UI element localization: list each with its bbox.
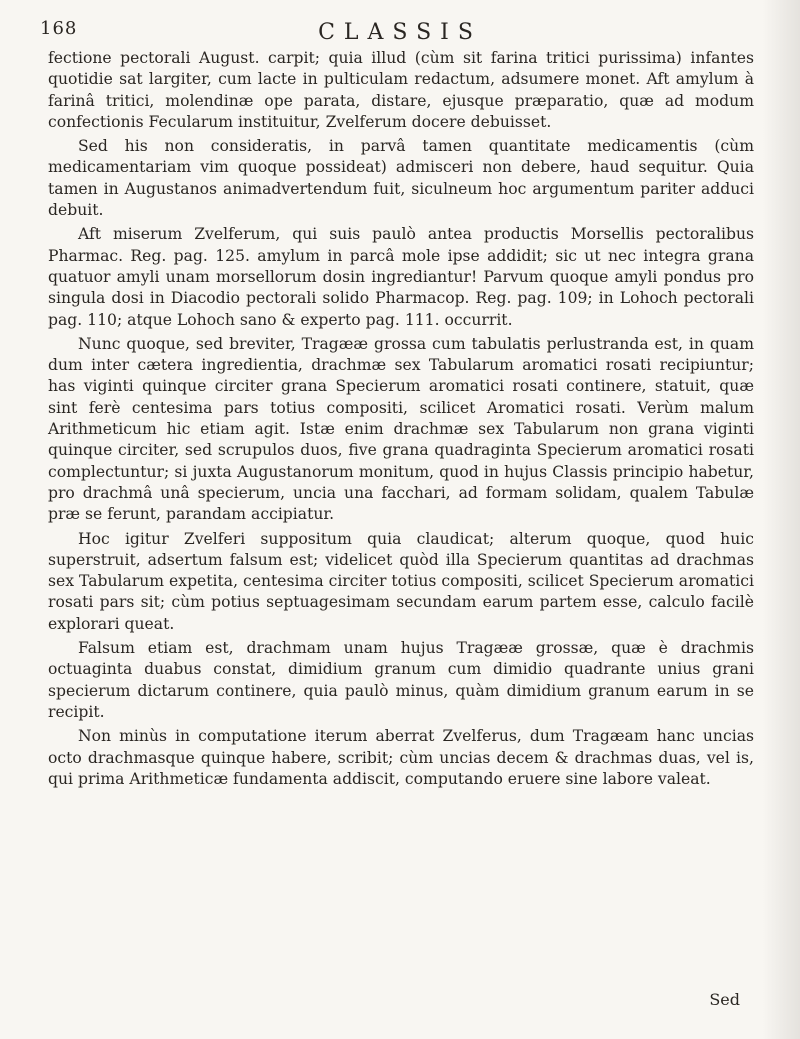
body-text [48, 48, 754, 793]
paragraph-6: Falsum etiam est, drachmam unam hujus Tragææ grossæ, quæ è drachmis octuaginta duabus constat, dimidium granum cum dimidio quadrante unius grani specierum dictarum continere, quia paulò minus, quàm dimidium granum earum in se recipit. [48, 639, 754, 721]
paragraph-7: Non minùs in computatione iterum aberrat Zvelferus, dum Tragæam hanc uncias octo drachmasque quinque habere, scribit; cùm uncias decem & drachmas duas, vel is, qui prima Arithmeticæ fundamenta addiscit, computando eruere sine labore valeat. [48, 727, 754, 788]
paragraph-1: fectione pectorali August. carpit; quia illud (cùm sit farina tritici purissima) infantes quotidie sat largiter, cum lacte in pulticulam redactum, adsumere monet. Aft amylum à farinâ tritici, molendinæ ope parata, distare, ejusque præparatio, quæ ad modum confectionis Fecularum instituitur, Zvelferum docere debuisset. [48, 49, 754, 131]
paragraph-3: Aft miserum Zvelferum, qui suis paulò antea productis Morsellis pectoralibus Pharmac. Reg. pag. 125. amylum in parcâ mole ipse addidit; sic ut nec integra grana quatuor amyli unam morsellorum dosin ingrediantur! Parvum quoque amyli pondus pro singula dosi in Diacodio pectorali solido Pharmacop. Reg. pag. 109; in Lohoch pectorali pag. 110; atque Lohoch sano & experto pag. 111. occurrit. [48, 225, 754, 329]
page-number: 168 [40, 18, 78, 39]
paragraph-4: Nunc quoque, sed breviter, Tragææ grossa cum tabulatis perlustranda est, in quam dum inter cætera ingredientia, drachmæ sex Tabularum aromatici rosati recipiuntur; has viginti quinque circiter grana Specierum aromatici rosati continere, statuit, quæ sint ferè centesima pars totius compositi, scilicet Aromatici rosati. Verùm malum Arithmeticum hic etiam agit. Istæ enim drachmæ sex Tabularum non grana viginti quinque circiter, sed scrupulos duos, five grana quadraginta Specierum aromatici rosati complectuntur; si juxta Augustanorum monitum, quod in hujus Classis principio habetur, pro drachmâ unâ specierum, uncia una facchari, ad formam solidam, qualem Tabulæ præ se ferunt, parandam accipiatur. [48, 334, 754, 524]
paragraph-5: Hoc igitur Zvelferi suppositum quia claudicat; alterum quoque, quod huic superstruit, adsertum falsum est; videlicet quòd illa Specierum quantitas ad drachmas sex Tabularum expetita, centesima circiter totius compositi, scilicet Specierum aromatici rosati pars sit; cùm potius septuagesimam secundam earum partem esse, calculo facilè explorari queat. [48, 529, 754, 633]
catchword: Sed [709, 990, 740, 1009]
paragraph-2: Sed his non consideratis, in parvâ tamen quantitate medicamentis (cùm medicamentariam vim quoque possideat) admisceri non debere, haud sequitur. Quia tamen in Augustanos animadvertendum fuit, siculneum hoc argumentum pariter adduci debuit. [48, 137, 754, 220]
running-head: CLASSIS [318, 20, 482, 45]
